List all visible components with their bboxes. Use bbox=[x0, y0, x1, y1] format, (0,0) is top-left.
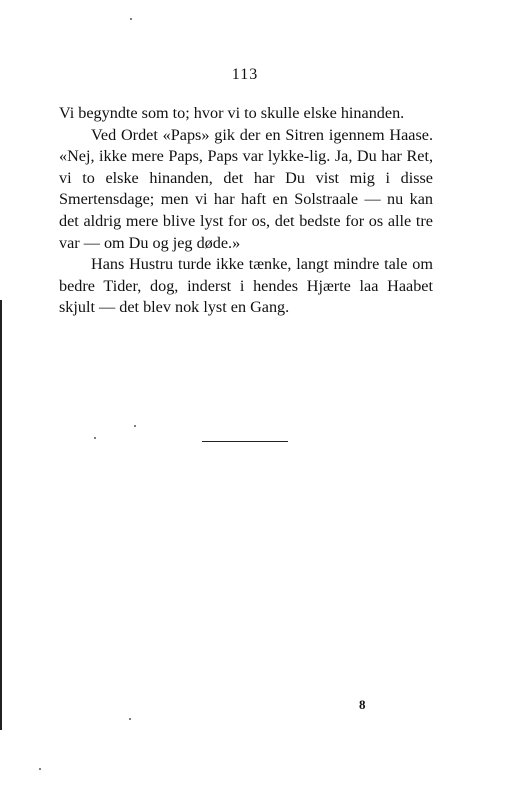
paper-speck bbox=[134, 425, 136, 427]
printer-signature-mark: 8 bbox=[359, 697, 366, 712]
paper-speck bbox=[94, 437, 96, 439]
section-end-rule bbox=[202, 441, 288, 442]
paper-speck bbox=[39, 768, 41, 770]
paragraph-3: Hans Hustru turde ikke tænke, langt mindre tale om bedre Tider, dog, inderst i hendes Hjærte laa Haabet skjult — det blev nok lyst en Gang. bbox=[59, 255, 433, 317]
body-text bbox=[59, 103, 433, 319]
page-edge-shadow bbox=[0, 300, 2, 730]
page-number: 113 bbox=[231, 66, 259, 83]
paragraph-1: Vi begyndte som to; hvor vi to skulle elske hinanden. bbox=[59, 104, 405, 122]
paper-speck bbox=[129, 718, 131, 720]
paragraph-2: Ved Ordet «Paps» gik der en Sitren igennem Haase. «Nej, ikke mere Paps, Paps var lykke-lig. Ja, Du har Ret, vi to elske hinanden, det har Du vist mig i disse Smertensdage; men vi har haft en Solstraale — nu kan det aldrig mere blive lyst for os, det bedste for os alle tre var — om Du og jeg døde.» bbox=[59, 125, 433, 252]
paper-speck bbox=[130, 18, 132, 20]
